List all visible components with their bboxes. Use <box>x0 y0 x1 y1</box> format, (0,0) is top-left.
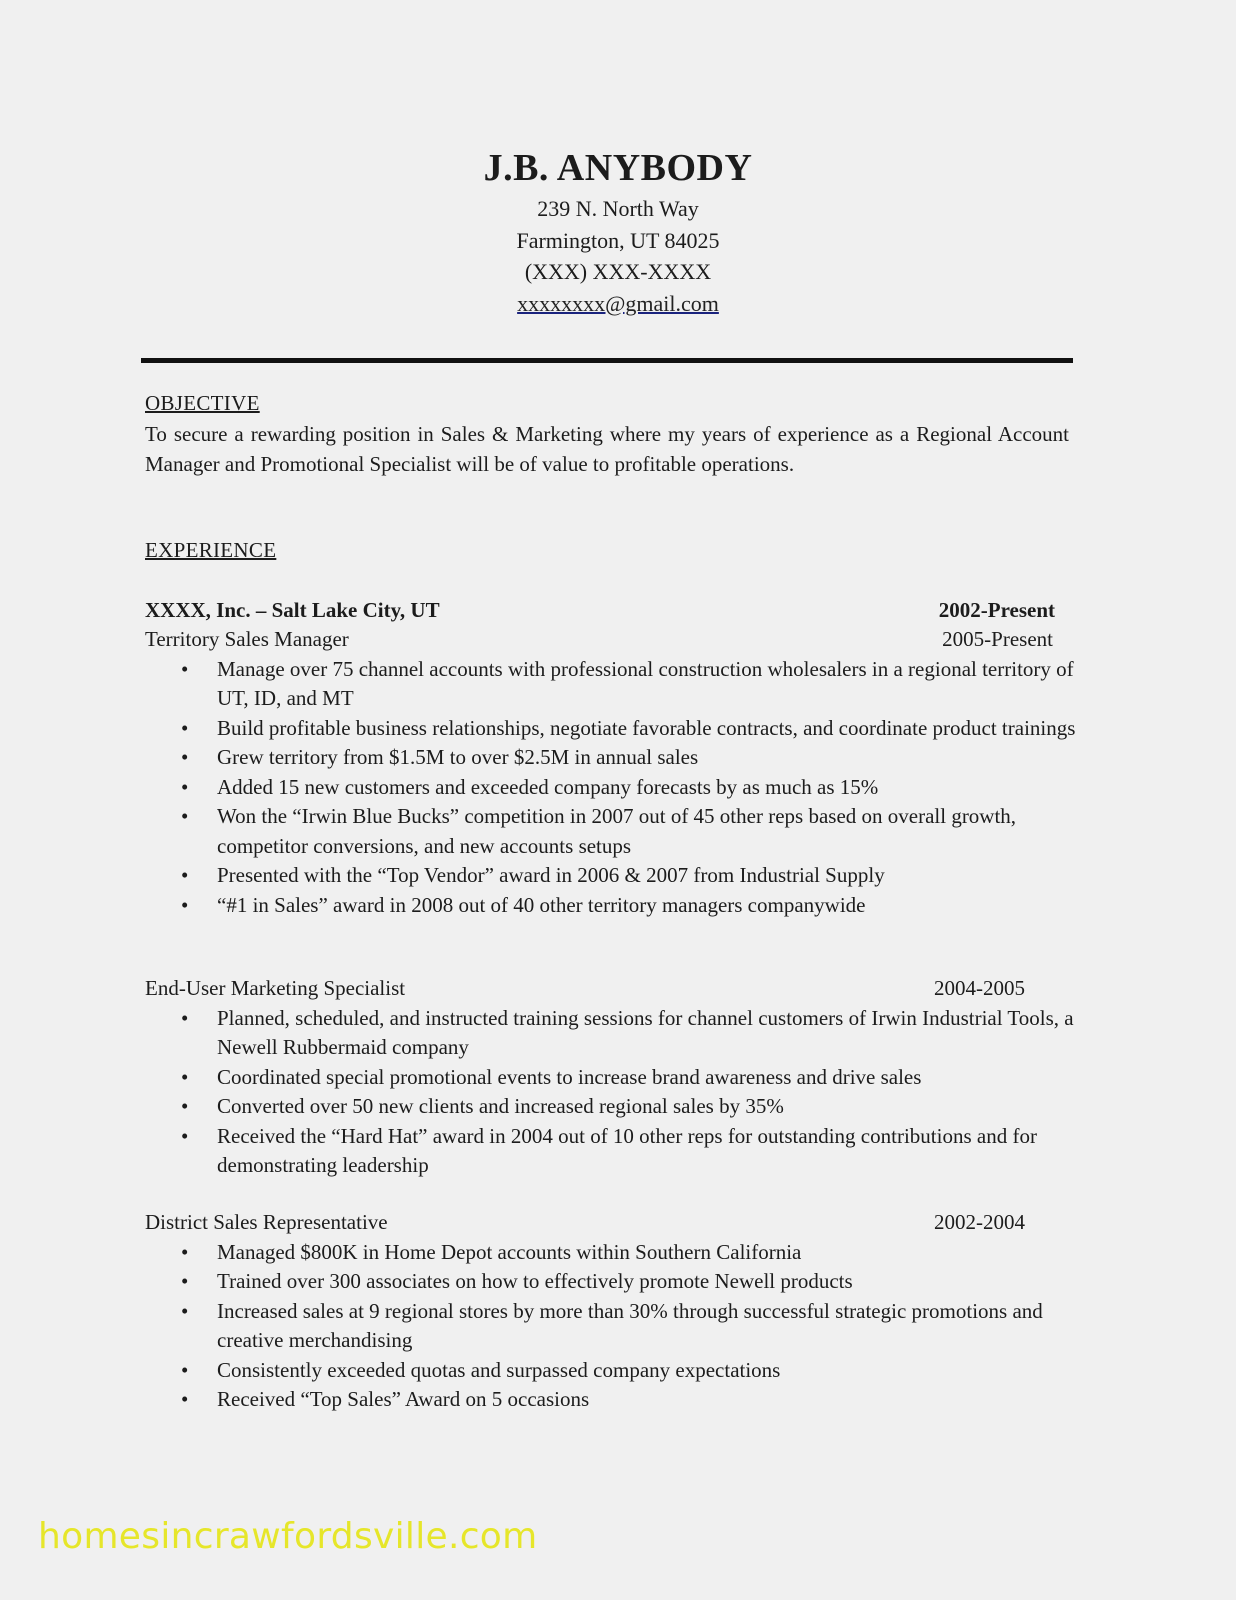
phone: (XXX) XXX-XXXX <box>524 259 712 284</box>
list-item <box>145 743 1087 773</box>
bullet-icon: • <box>181 892 189 917</box>
bullet-icon: • <box>181 1123 189 1148</box>
role-title-row <box>145 625 1075 655</box>
company-name: XXXX, Inc. – Salt Lake City, UT <box>145 598 440 622</box>
role-territory-sales-manager <box>145 625 1075 920</box>
list-item <box>145 1063 1087 1093</box>
bullet-text: Coordinated special promotional events to increase brand awareness and drive sales <box>217 1064 922 1089</box>
bullet-icon: • <box>181 1094 189 1118</box>
role-dates: 2002-2004 <box>934 1210 1025 1234</box>
bullet-text: Won the “Irwin Blue Bucks” competition in 2007 out of 45 other reps based on overall growth, competitor conversions, and new accounts setups <box>217 804 1017 858</box>
bullet-icon: • <box>181 804 189 828</box>
objective-heading: OBJECTIVE <box>145 391 260 415</box>
role-title: District Sales Representative <box>145 1210 388 1234</box>
list-item <box>145 655 1087 714</box>
bullet-text: “#1 in Sales” award in 2008 out of 40 other territory managers companywide <box>217 892 866 917</box>
bullet-text: Trained over 300 associates on how to effectively promote Newell products <box>217 1269 853 1293</box>
bullet-text: Converted over 50 new clients and increased regional sales by 35% <box>217 1094 784 1118</box>
address-line-1: 239 N. North Way <box>537 196 699 221</box>
list-item <box>145 861 1087 891</box>
bullet-text: Consistently exceeded quotas and surpassed company expectations <box>217 1357 781 1382</box>
bullet-icon: • <box>181 656 189 681</box>
bullet-icon: • <box>181 1387 189 1411</box>
list-item <box>145 1004 1087 1063</box>
bullet-text: Added 15 new customers and exceeded company forecasts by as much as 15% <box>217 774 879 799</box>
list-item <box>145 773 1087 803</box>
bullet-icon: • <box>181 1064 189 1089</box>
bullet-icon: • <box>181 774 189 799</box>
bullet-text: Planned, scheduled, and instructed training sessions for channel customers of Irwin Industrial Tools, a Newell Rubbermaid company <box>217 1005 1074 1059</box>
bullet-icon: • <box>181 1005 189 1030</box>
list-item <box>145 1356 1087 1386</box>
experience-heading: EXPERIENCE <box>145 538 277 562</box>
list-item <box>145 1092 1087 1122</box>
list-item <box>145 1238 1087 1268</box>
bullet-icon: • <box>181 1269 189 1293</box>
bullet-icon: • <box>181 745 189 769</box>
list-item <box>145 891 1087 921</box>
role-end-user-marketing-specialist <box>145 974 1075 1181</box>
bullet-text: Build profitable business relationships, negotiate favorable contracts, and coordinate product trainings <box>217 715 1076 740</box>
bullet-icon: • <box>181 863 189 887</box>
bullet-text: Received the “Hard Hat” award in 2004 out of 10 other reps for outstanding contributions and for demonstrating leadership <box>217 1123 1037 1177</box>
role-district-sales-representative <box>145 1208 1075 1415</box>
objective-text: To secure a rewarding position in Sales & Marketing where my years of experience as a Regional Account Manager and Promotional Specialist will be of value to profitable operations. <box>145 422 1069 476</box>
watermark: homesincrawfordsville.com <box>38 1516 538 1557</box>
role-title: Territory Sales Manager <box>145 627 349 651</box>
bullet-text: Increased sales at 9 regional stores by more than 30% through successful strategic promotions and creative merchandising <box>217 1298 1043 1352</box>
header-divider <box>141 358 1073 363</box>
list-item <box>145 714 1087 744</box>
experience-company-block <box>145 596 1075 626</box>
bullet-text: Grew territory from $1.5M to over $2.5M in annual sales <box>217 745 699 769</box>
list-item <box>145 1267 1087 1297</box>
role-title-row <box>145 974 1075 1004</box>
role-dates: 2004-2005 <box>934 976 1025 1000</box>
company-row <box>145 596 1075 626</box>
bullet-text: Manage over 75 channel accounts with professional construction wholesalers in a regional territory of UT, ID, and MT <box>217 656 1074 710</box>
list-item <box>145 802 1087 861</box>
bullet-text: Managed $800K in Home Depot accounts within Southern California <box>217 1239 802 1264</box>
bullet-icon: • <box>181 1298 189 1323</box>
list-item <box>145 1297 1087 1356</box>
bullet-icon: • <box>181 1239 189 1264</box>
role-title-row <box>145 1208 1075 1238</box>
contact-block <box>0 193 1236 319</box>
bullet-icon: • <box>181 1357 189 1382</box>
bullet-text: Presented with the “Top Vendor” award in 2006 & 2007 from Industrial Supply <box>217 863 885 887</box>
list-item <box>145 1122 1087 1181</box>
email-link[interactable]: xxxxxxxx@gmail.com <box>517 290 719 316</box>
company-dates: 2002-Present <box>938 598 1055 622</box>
list-item <box>145 1385 1087 1415</box>
role-dates: 2005-Present <box>942 627 1053 651</box>
bullet-icon: • <box>181 715 189 740</box>
address-line-2: Farmington, UT 84025 <box>516 227 720 253</box>
candidate-name: J.B. ANYBODY <box>483 147 753 189</box>
bullet-text: Received “Top Sales” Award on 5 occasions <box>217 1387 590 1411</box>
role-title: End-User Marketing Specialist <box>145 976 406 1000</box>
